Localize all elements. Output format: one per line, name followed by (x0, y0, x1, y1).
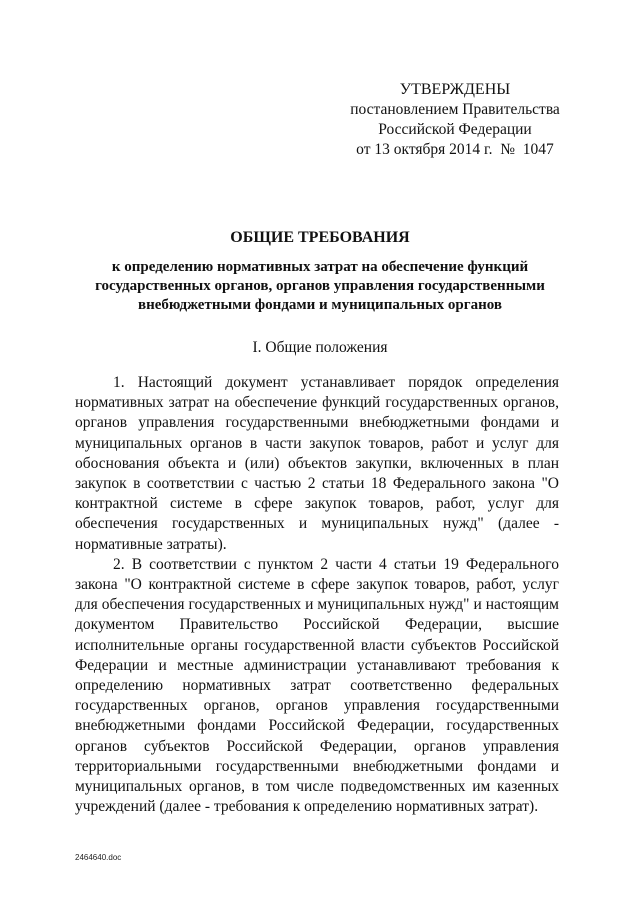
approval-block (340, 80, 570, 160)
document-title: ОБЩИЕ ТРЕБОВАНИЯ (230, 229, 410, 246)
section-body (75, 373, 559, 817)
approval-line-resolution: постановлением Правительства (350, 101, 560, 118)
paragraph-2: 2. В соответствии с пунктом 2 части 4 статьи 19 Федерального закона "О контрактной системе в сфере закупок товаров, работ, услуг для обеспечения государственных и муниципальных нужд" и настоящим документом Правительство Российской Федерации, высшие исполнительные органы государственной власти субъектов Российской Федерации и местные администрации устанавливают требования к определению нормативных затрат соответственно федеральных государственных органов, органов управления государственными внебюджетными фондами Российской Федерации, государственных органов субъектов Российской Федерации, органов управления территориальными государственными внебюджетными фондами и муниципальных органов, в том числе подведомственных им казенных учреждений (далее - требования к определению нормативных затрат). (75, 555, 559, 816)
section-heading: I. Общие положения (252, 339, 388, 356)
footer-file-name: 2464640.doc (75, 853, 122, 862)
approval-line-date: от 13 октября 2014 г. № 1047 (356, 141, 554, 158)
approval-line-government: Российской Федерации (378, 121, 532, 138)
approval-title: УТВЕРЖДЕНЫ (399, 81, 511, 98)
document-subtitle: к определению нормативных затрат на обеспечение функций государственных органов, органов управления государственными внебюджетными фондами и муниципальных органов (95, 259, 545, 313)
paragraph-1: 1. Настоящий документ устанавливает порядок определения нормативных затрат на обеспечение функций государственных органов, органов управления государственными внебюджетными фондами и муниципальных органов в части закупок товаров, работ и услуг для обоснования объекта и (или) объектов закупки, включенных в план закупок в соответствии с частью 2 статьи 18 Федерального закона "О контрактной системе в сфере закупок товаров, работ, услуг для обеспечения государственных и муниципальных нужд" (далее - нормативные затраты). (75, 374, 559, 553)
